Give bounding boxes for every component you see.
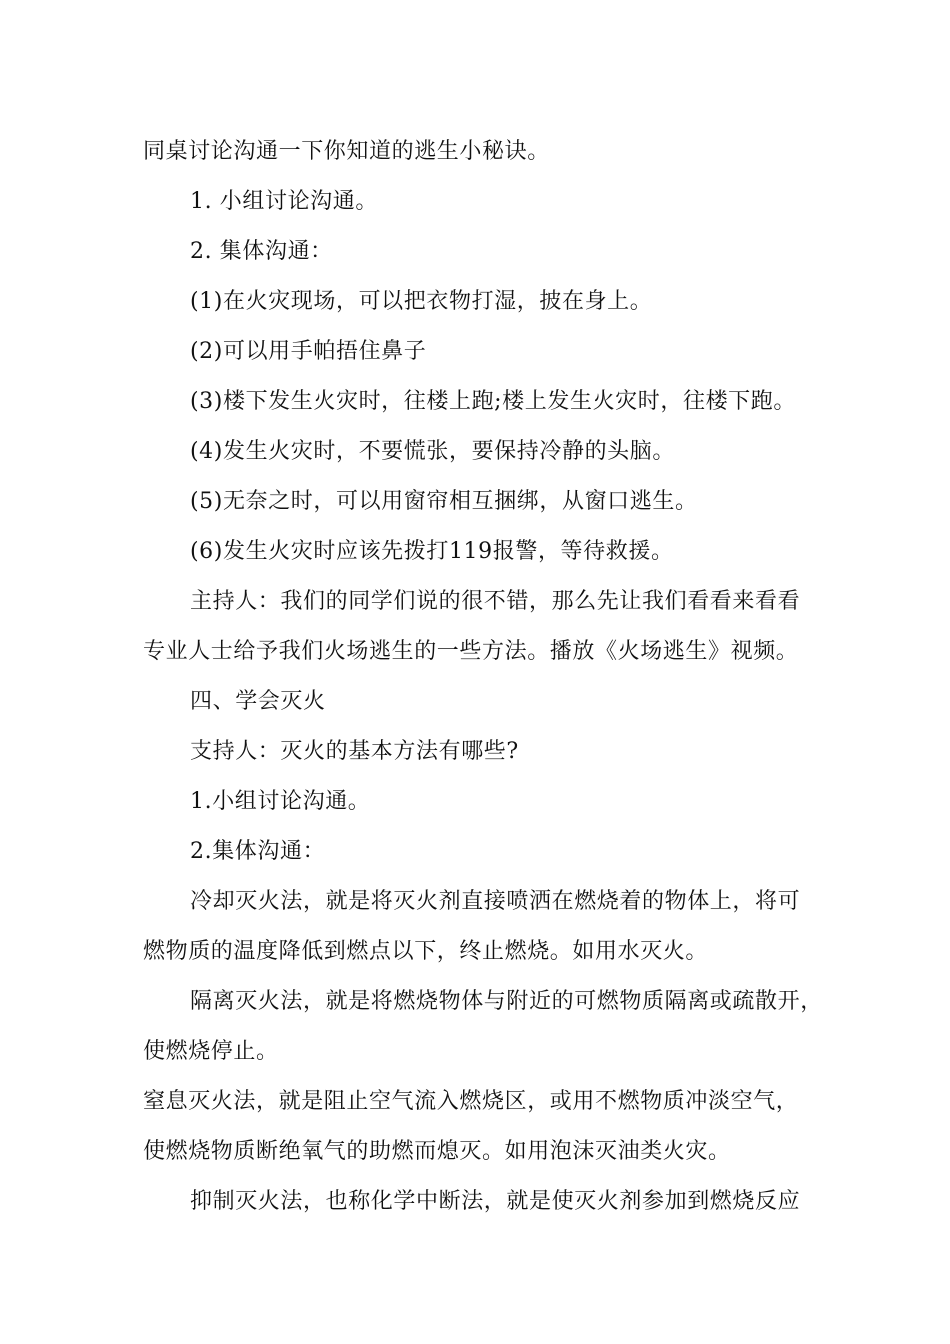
- text-line: 同桌讨论沟通一下你知道的逃生小秘诀。: [143, 139, 550, 164]
- list-item: 2.集体沟通：: [190, 839, 326, 864]
- list-item: 2. 集体沟通：: [190, 239, 333, 264]
- paragraph-line: 隔离灭火法，就是将燃烧物体与附近的可燃物质隔离或疏散开，: [190, 989, 823, 1014]
- list-item: (3)楼下发生火灾时，往楼上跑;楼上发生火灾时，往楼下跑。: [190, 389, 796, 414]
- list-item: (1)在火灾现场，可以把衣物打湿，披在身上。: [190, 289, 653, 314]
- paragraph-line: 冷却灭火法，就是将灭火剂直接喷洒在燃烧着的物体上，将可: [190, 889, 801, 914]
- paragraph-line: 抑制灭火法，也称化学中断法，就是使灭火剂参加到燃烧反应: [190, 1189, 801, 1214]
- paragraph-line: 燃物质的温度降低到燃点以下，终止燃烧。如用水灭火。: [143, 939, 709, 964]
- list-item: 1. 小组讨论沟通。: [190, 189, 378, 214]
- paragraph-line: 主持人：我们的同学们说的很不错，那么先让我们看看来看看: [190, 589, 801, 614]
- paragraph-line: 窒息灭火法，就是阻止空气流入燃烧区，或用不燃物质冲淡空气，: [143, 1089, 799, 1114]
- paragraph-line: 使燃烧停止。: [143, 1039, 279, 1064]
- paragraph-line: 支持人：灭火的基本方法有哪些?: [190, 739, 519, 764]
- paragraph-line: 使燃烧物质断绝氧气的助燃而熄灭。如用泡沫灭油类火灾。: [143, 1139, 731, 1164]
- list-item: (6)发生火灾时应该先拨打119报警，等待救援。: [190, 539, 674, 564]
- list-item: 1.小组讨论沟通。: [190, 789, 371, 814]
- list-item: (2)可以用手帕捂住鼻子: [190, 339, 427, 364]
- paragraph-line: 专业人士给予我们火场逃生的一些方法。播放《火场逃生》视频。: [143, 639, 799, 664]
- list-item: (4)发生火灾时，不要慌张，要保持冷静的头脑。: [190, 439, 675, 464]
- list-item: (5)无奈之时，可以用窗帘相互捆绑，从窗口逃生。: [190, 489, 698, 514]
- section-heading: 四、学会灭火: [190, 689, 326, 714]
